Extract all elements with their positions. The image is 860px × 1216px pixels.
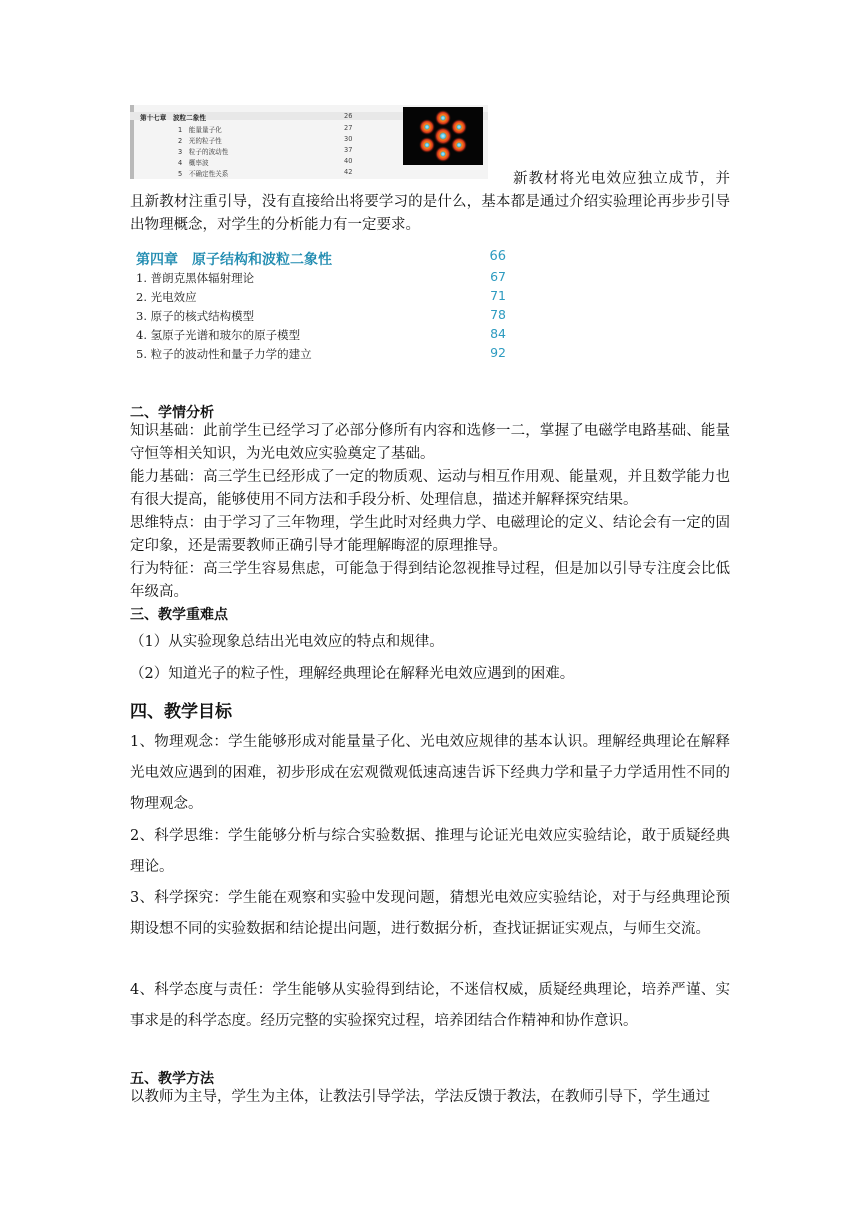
old-toc-item-page: 37 xyxy=(344,146,353,154)
new-toc-item-page: 67 xyxy=(490,269,506,284)
old-toc-item: 2 光的粒子性 xyxy=(178,137,222,145)
section-heading-key-points: 三、教学重难点 xyxy=(130,607,228,623)
old-toc-item-page: 40 xyxy=(344,157,353,165)
knowledge-basis-paragraph: 知识基础：此前学生已经学习了必部分修所有内容和选修一二，掌握了电磁学电路基础、能量守恒等相关知识，为光电效应实验奠定了基础。 xyxy=(130,423,730,462)
thinking-traits-paragraph: 思维特点：由于学习了三年物理，学生此时对经典力学、电磁理论的定义、结论会有一定的固定印象，还是需要教师正确引导才能理解晦涩的原理推导。 xyxy=(130,515,730,554)
old-toc-item: 4 概率波 xyxy=(178,159,209,167)
new-toc-item: 5. 粒子的波动性和量子力学的建立 xyxy=(136,347,312,361)
section-heading-teaching-goals: 四、教学目标 xyxy=(130,702,232,722)
ability-basis-paragraph: 能力基础：高三学生已经形成了一定的物质观、运动与相互作用观、能量观，并且数学能力也有很大提高，能够使用不同方法和手段分析、处理信息，描述并解释探究结果。 xyxy=(130,469,730,508)
new-toc-item-page: 84 xyxy=(490,326,506,341)
goal-item-scientific-attitude: 4、科学态度与责任：学生能够从实验得到结论，不迷信权威，质疑经典理论，培养严谨、实事求是的科学态度。经历完整的实验探究过程，培养团结合作精神和协作意识。 xyxy=(130,982,730,1029)
new-toc-item-page: 71 xyxy=(490,288,506,303)
old-toc-item: 1 能量量子化 xyxy=(178,126,222,134)
new-toc-chapter-page: 66 xyxy=(489,249,506,264)
teaching-methods-paragraph: 以教师为主导，学生为主体，让教法引导学法，学法反馈于教法，在教师引导下，学生通过 xyxy=(130,1089,710,1105)
new-toc-item-page: 92 xyxy=(490,345,506,360)
old-toc-chapter-page: 26 xyxy=(344,112,353,120)
goal-item-physics-concept: 1、物理观念：学生能够形成对能量量子化、光电效应规律的基本认识。理解经典理论在解释光电效应遇到的困难，初步形成在宏观微观低速高速告诉下经典力学和量子力学适用性不同的物理观念。 xyxy=(130,734,730,812)
new-textbook-toc-image xyxy=(133,246,518,364)
old-toc-item: 3 粒子的波动性 xyxy=(178,148,229,156)
intro-paragraph: 新教材将光电效应独立成节，并且新教材注重引导，没有直接给出将要学习的是什么，基本都是通过介绍实验理论再步步引导出物理概念，对学生的分析能力有一定要求。 xyxy=(130,171,730,233)
old-toc-item: 5 不确定性关系 xyxy=(178,170,229,178)
old-toc-item-page: 42 xyxy=(344,168,353,176)
goal-item-scientific-inquiry: 3、科学探究：学生能在观察和实验中发现问题，猜想光电效应实验结论，对于与经典理论预期设想不同的实验数据和结论提出问题，进行数据分析，查找证据证实观点，与师生交流。 xyxy=(130,890,730,937)
old-toc-item-page: 30 xyxy=(344,135,353,143)
key-point-item: （1）从实验现象总结出光电效应的特点和规律。 xyxy=(130,634,444,650)
old-toc-item-page: 27 xyxy=(344,124,353,132)
key-point-item: （2）知道光子的粒子性，理解经典理论在解释光电效应遇到的困难。 xyxy=(130,666,575,682)
old-toc-chapter: 第十七章 波粒二象性 xyxy=(140,114,206,122)
new-toc-item: 4. 氢原子光谱和玻尔的原子模型 xyxy=(136,328,301,342)
new-toc-item: 1. 普朗克黑体辐射理论 xyxy=(136,271,255,285)
behavior-traits-paragraph: 行为特征：高三学生容易焦虑，可能急于得到结论忽视推导过程，但是加以引导专注度会比低年级高。 xyxy=(130,561,730,600)
new-toc-item: 2. 光电效应 xyxy=(136,290,197,304)
section-heading-learning-analysis: 二、学情分析 xyxy=(130,405,214,421)
new-toc-item: 3. 原子的核式结构模型 xyxy=(136,309,255,323)
new-toc-item-page: 78 xyxy=(490,307,506,322)
section-heading-teaching-methods: 五、教学方法 xyxy=(130,1071,214,1087)
goal-item-scientific-thinking: 2、科学思维：学生能够分析与综合实验数据、推理与论证光电效应实验结论，敢于质疑经典理论。 xyxy=(130,828,730,875)
new-toc-chapter: 第四章 原子结构和波粒二象性 xyxy=(136,252,332,268)
diffraction-pattern-photo xyxy=(403,107,483,165)
